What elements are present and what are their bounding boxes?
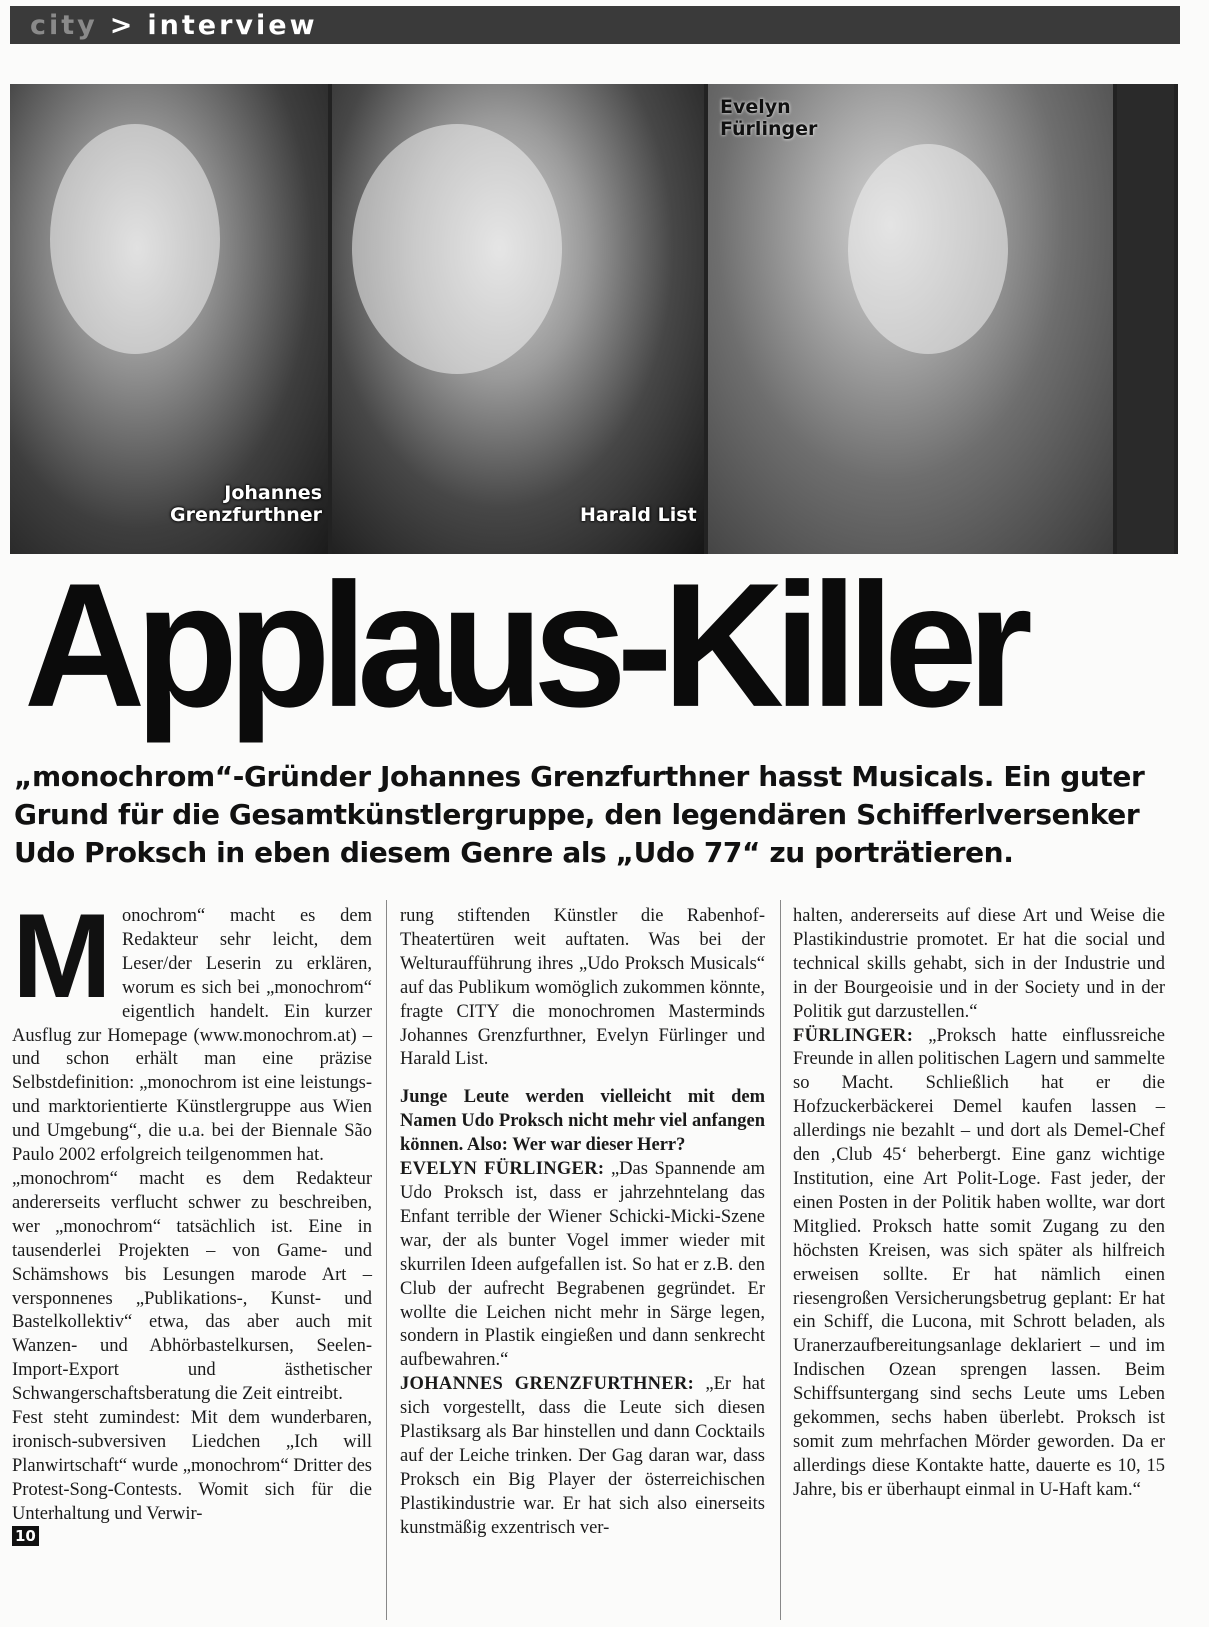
article-column-1 xyxy=(12,889,372,1548)
photo-strip xyxy=(10,84,1178,554)
face-shape xyxy=(848,144,1008,354)
article-column-3 xyxy=(793,905,1165,1503)
column-divider xyxy=(780,900,781,1620)
photo-caption xyxy=(720,96,817,140)
photo-harald-list xyxy=(332,84,704,554)
paragraph xyxy=(12,889,372,1168)
paragraph: „monochrom“ macht es dem Redakteur andererseits verflucht schwer zu beschreiben, wer „monochrom“ tatsächlich ist. Eine in tausenderlei Projekten – von Game- und Schämshows bis Lesungen marode Art – versponnenes „Publikations-, Kunst- und Bastelkollektiv“ etwa, das aber auch mit Wanzen- und Abhörbastelkursen, Seelen-Import-Export und ästhetischer Schwangerschaftsberatung die Zeit eintreibt. xyxy=(12,1168,372,1405)
photo-edge xyxy=(1117,84,1174,554)
photo-evelyn-fuerlinger xyxy=(708,84,1113,554)
page-number: 10 xyxy=(12,1526,39,1546)
answer xyxy=(793,1025,1165,1503)
breadcrumb-separator: > xyxy=(109,9,136,41)
answer-text: „Proksch hatte einflussreiche Freunde in allen politischen Lagern und sammelte so Macht. Schließlich hat er die Hofzuckerbäckerei Demel kaufen lassen – allerdings nie bezahlt – und dort als Demel-Chef den ‚Club 45‘ beherbergt. Eine ganz wichtige Institution, eine Art Polit-Loge. Fast jeder, der einen Posten in der Politik haben wollte, war dort Mitglied. Proksch hatte somit Zugang zu den höchsten Kreisen, was sich später als hilfreich erweisen sollte. Er hat nämlich einen riesengroßen Versicherungsbetrug geplant: Er hat ein Schiff, die Lucona, mit Schrott beladen, als Uranerzaufbereitungsanlage deklariert – und im Indischen Ozean sprengen lassen. Beim Schiffsuntergang sind sechs Leute ums Leben gekommen, sechs haben überlebt. Proksch ist somit zum mehrfachen Mörder geworden. Da er allerdings diese Kontakte hatte, dauerte es 10, 15 Jahre, bis er überhaupt einmal in U-Haft kam.“ xyxy=(793,1025,1165,1500)
face-shape xyxy=(352,124,562,374)
answer-text: halten, andererseits auf diese Art und Weise die Plastikindustrie promotet. Er hat die social und technical skills gehabt, sich in der Industrie und in der Bourgeoisie und in der Society und in der Politik gut darzustellen.“ xyxy=(793,906,1165,1022)
caption-line: Harald List xyxy=(580,504,697,526)
column-divider xyxy=(386,900,387,1620)
paragraph xyxy=(12,1407,372,1527)
article-column-2 xyxy=(400,905,765,1541)
caption-line: Evelyn xyxy=(720,96,791,118)
photo-caption xyxy=(170,482,322,526)
section-label: city xyxy=(30,9,98,41)
answer xyxy=(400,1373,765,1540)
answer-text: „Das Spannende am Udo Proksch ist, dass er jahrzehntelang das Enfant terrible der Wiener Schicki-Micki-Szene war, der als bunter Vogel immer wieder mit skurrilen Ideen aufgefallen ist. So hat er z.B. den Club der aufrecht Begrabenen gegründet. Er wollte die Leichen nicht mehr in Särge legen, sondern in Plastik eingießen und dann senkrecht aufbewahren.“ xyxy=(400,1159,765,1371)
caption-line: Fürlinger xyxy=(720,118,818,140)
headline: Applaus-Killer xyxy=(24,546,1023,744)
page-number-line xyxy=(12,1525,372,1549)
paragraph-text: Fest steht zumindest: Mit dem wunderbaren, ironisch-subversiven Liedchen „Ich will Planwirtschaft“ wurde „monochrom“ Dritter des Protest-Song-Contests. Womit sich für die Unterhaltung und Verwir- xyxy=(12,1408,372,1524)
face-shape xyxy=(50,124,220,354)
drop-cap: M xyxy=(12,889,112,1023)
paragraph: rung stiftenden Künstler die Rabenhof-Theatertüren weit auftaten. Was bei der Welturaufführung ihres „Udo Proksch Musicals“ auf das Publikum womöglich zukommen könnte, fragte CITY die monochromen Masterminds Johannes Grenzfurthner, Evelyn Fürlinger und Harald List. xyxy=(400,906,765,1070)
section-title: interview xyxy=(147,9,318,41)
speaker-name: EVELYN FÜRLINGER: xyxy=(400,1159,605,1180)
answer-text: „Er hat sich vorgestellt, dass die Leute sich diesen Plastiksarg als Bar hinstellen und dann Cocktails auf der Leiche trinken. Der Gag daran war, dass Proksch ein Big Player der österreichischen Plastikindustrie war. Er hat sich also einerseits kunstmäßig exzentrisch ver- xyxy=(400,1374,766,1538)
section-header-bar xyxy=(10,6,1180,44)
answer xyxy=(400,1158,765,1373)
caption-line: Grenzfurthner xyxy=(170,504,322,526)
caption-line: Johannes xyxy=(224,482,322,504)
interview-question: Junge Leute werden vielleicht mit dem Namen Udo Proksch nicht mehr viel anfangen können. Also: Wer war dieser Herr? xyxy=(400,1087,765,1156)
photo-caption xyxy=(580,504,697,526)
paragraph-text: onochrom“ macht es dem Redakteur sehr leicht, dem Leser/der Leserin zu erklären, worum es sich bei „monochrom“ eigentlich handelt. Ein kurzer Ausflug zur Homepage (www.monochrom.at) – und schon erhält man eine präzise Selbstdefinition: „monochrom ist eine leistungs- und marktorientierte Künstlergruppe aus Wien und Umgebung“, die u.a. bei der Biennale São Paulo 2002 erfolgreich teilgenommen hat. xyxy=(12,906,372,1166)
speaker-name: JOHANNES GRENZFURTHNER: xyxy=(400,1374,695,1395)
article-deck: „monochrom“-Gründer Johannes Grenzfurthner hasst Musicals. Ein guter Grund für die Gesamtkünstlergruppe, den legendären Schifferlversenker Udo Proksch in eben diesem Genre als „Udo 77“ zu porträtieren. xyxy=(14,760,1145,869)
photo-johannes-grenzfurthner xyxy=(10,84,328,554)
speaker-name: FÜRLINGER: xyxy=(793,1025,914,1046)
